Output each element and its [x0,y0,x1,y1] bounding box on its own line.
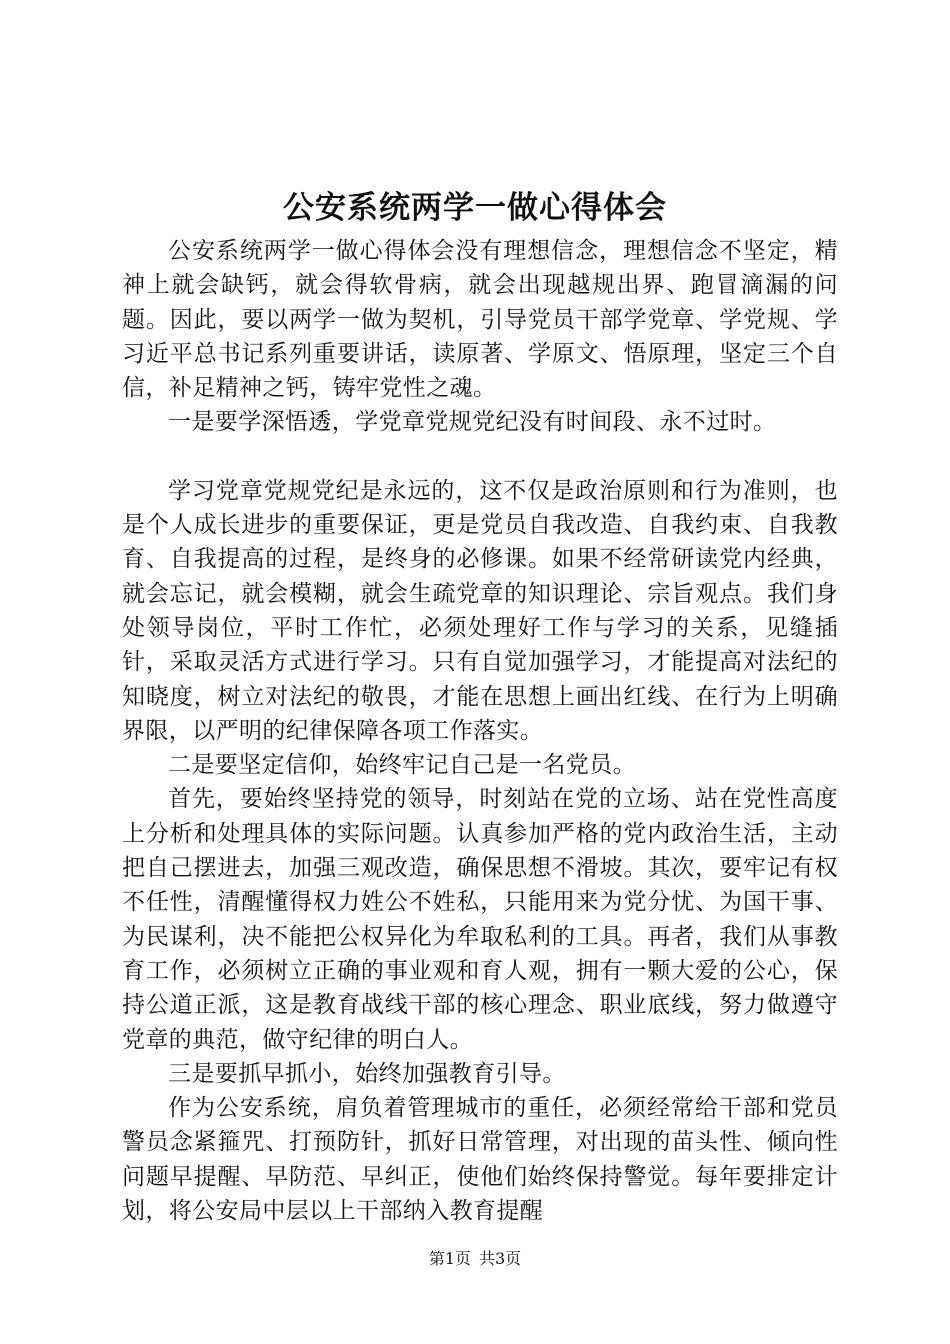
page-title: 公安系统两学一做心得体会 [283,190,667,226]
paragraph-point-one-heading: 一是要学深悟透，学党章党规党纪没有时间段、永不过时。 [168,409,777,436]
paragraph-point-three-heading: 三是要抓早抓小，始终加强教育引导。 [168,1060,566,1087]
paragraph-point-two-body: 首先，要始终坚持党的领导，时刻站在党的立场、站在党性高度上分析和处理具体的实际问题。认真参加严格的党内政治生活，主动把自己摆进去，加强三观改造，确保思想不滑坡。其次，要牢记有权不任性，清醒懂得权力姓公不姓私，只能用来为党分忧、为国干事、为民谋利，决不能把公权异化为牟取私利的工具。再者，我们从事教育工作，必须树立正确的事业观和育人观，拥有一颗大爱的公心，保持公道正派，这是教育战线干部的核心理念、职业底线，努力做遵守党章的典范，做守纪律的明白人。 [122,786,838,1053]
page-total: 共3页 [479,1249,522,1268]
page-footer [0,1248,950,1270]
document-body [122,234,838,1228]
paragraph-point-two-heading: 二是要坚定信仰，始终牢记自己是一名党员。 [168,752,636,779]
paragraph-intro: 公安系统两学一做心得体会没有理想信念，理想信念不坚定，精神上就会缺钙，就会得软骨病，就会出现越规出界、跑冒滴漏的问题。因此，要以两学一做为契机，引导党员干部学党章、学党规、学习近平总书记系列重要讲话，读原著、学原文、悟原理，坚定三个自信，补足精神之钙，铸牢党性之魂。 [122,238,838,402]
paragraph-point-one-body: 学习党章党规党纪是永远的，这不仅是政治原则和行为准则，也是个人成长进步的重要保证，更是党员自我改造、自我约束、自我教育、自我提高的过程，是终身的必修课。如果不经常研读党内经典，就会忘记，就会模糊，就会生疏党章的知识理论、宗旨观点。我们身处领导岗位，平时工作忙，必须处理好工作与学习的关系，见缝插针，采取灵活方式进行学习。只有自觉加强学习，才能提高对法纪的知晓度，树立对法纪的敬畏，才能在思想上画出红线、在行为上明确界限，以严明的纪律保障各项工作落实。 [122,477,838,744]
page-number: 第1页 [428,1249,471,1268]
paragraph-point-three-body: 作为公安系统，肩负着管理城市的重任，必须经常给干部和党员警员念紧箍咒、打预防针，抓好日常管理，对出现的苗头性、倾向性问题早提醒、早防范、早纠正，使他们始终保持警觉。每年要排定计划，将公安局中层以上干部纳入教育提醒 [122,1095,838,1225]
